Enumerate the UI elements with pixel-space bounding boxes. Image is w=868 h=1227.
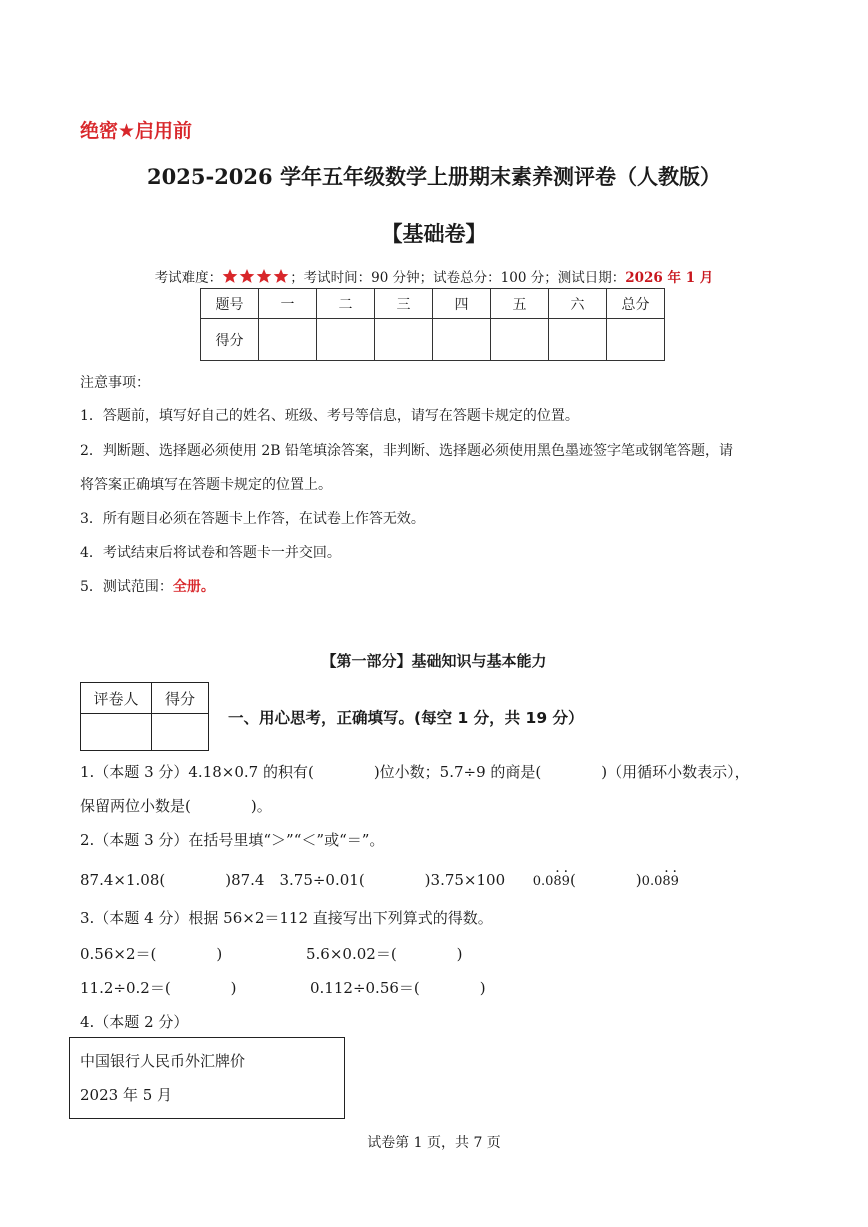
star-icon	[222, 268, 238, 284]
repeating-decimal-a: 0.08 ·9 ·	[533, 874, 570, 889]
note-item: 1．答题前，填写好自己的姓名、班级、考号等信息，请写在答题卡规定的位置。	[80, 408, 579, 424]
score-cell[interactable]	[549, 319, 607, 361]
question-3-title: 3.（本题 4 分）根据 56×2＝112 直接写出下列算式的得数。	[80, 909, 493, 927]
question-2-title: 2.（本题 3 分）在括号里填“＞”“＜”或“＝”。	[80, 831, 385, 849]
exchange-rate-title: 中国银行人民币外汇牌价	[80, 1052, 246, 1070]
grader-label: 评卷人	[81, 683, 152, 714]
repeating-decimal-b: 0.08 ·9 ·	[642, 874, 679, 889]
comparison-blank: ( )	[569, 871, 642, 889]
score-header-cell: 二	[317, 289, 375, 319]
question-3-a: 0.56×2＝( )	[80, 945, 223, 963]
page-footer: 试卷第 1 页，共 7 页	[367, 1135, 501, 1151]
comparison-items: 87.4×1.08( )87.4 3.75÷0.01( )3.75×100	[80, 871, 506, 889]
score-header-cell: 四	[433, 289, 491, 319]
score-header-cell: 一	[259, 289, 317, 319]
question-3-c: 11.2÷0.2＝( )	[80, 979, 237, 997]
score-cell[interactable]	[259, 319, 317, 361]
score-table	[200, 288, 665, 361]
question-1-line-1: 1.（本题 3 分）4.18×0.7 的积有( )位小数；5.7÷9 的商是( )（用循环小数表示），	[80, 763, 750, 781]
note-item: 2．判断题、选择题必须使用 2B 铅笔填涂答案，非判断、选择题必须使用黑色墨迹签字笔或钢笔答题，请	[80, 443, 734, 459]
score-header-cell: 题号	[201, 289, 259, 319]
score-cell[interactable]	[491, 319, 549, 361]
note-item: 将答案正确填写在答题卡规定的位置上。	[80, 477, 332, 493]
grader-name-cell[interactable]	[81, 714, 152, 751]
section-title: 一、用心思考，正确填写。(每空 1 分，共 19 分）	[228, 709, 584, 727]
question-1-line-2: 保留两位小数是( )。	[80, 797, 272, 815]
score-cell[interactable]	[375, 319, 433, 361]
exam-meta: ；考试时间：90 分钟；试卷总分：100 分；测试日期：	[290, 270, 626, 286]
question-4-title: 4.（本题 2 分）	[80, 1013, 189, 1031]
difficulty-stars	[222, 268, 290, 288]
star-icon	[273, 268, 289, 284]
exam-info-line	[0, 266, 868, 288]
note-item: 4．考试结束后将试卷和答题卡一并交回。	[80, 545, 341, 561]
question-3-d: 0.112÷0.56＝( )	[310, 979, 486, 997]
score-cell[interactable]	[607, 319, 665, 361]
confidential-label: 绝密★启用前	[80, 120, 193, 142]
grader-table	[80, 682, 209, 751]
score-cell[interactable]	[433, 319, 491, 361]
note-item-scope	[80, 576, 215, 596]
part-title: 【第一部分】基础知识与基本能力	[321, 652, 547, 670]
score-header-cell: 五	[491, 289, 549, 319]
score-row-label: 得分	[201, 319, 259, 361]
score-cell[interactable]	[317, 319, 375, 361]
star-icon	[256, 268, 272, 284]
star-icon	[239, 268, 255, 284]
note-item: 3．所有题目必须在答题卡上作答，在试卷上作答无效。	[80, 511, 425, 527]
grader-score-cell[interactable]	[152, 714, 209, 751]
grader-score-label: 得分	[152, 683, 209, 714]
exam-subtitle: 【基础卷】	[381, 222, 487, 246]
notes-heading: 注意事项：	[80, 375, 150, 391]
exam-date: 2026 年 1 月	[625, 270, 714, 286]
score-header-cell: 总分	[607, 289, 665, 319]
question-3-b: 5.6×0.02＝( )	[306, 945, 463, 963]
exam-title: 2025-2026 学年五年级数学上册期末素养测评卷（人教版）	[147, 164, 721, 189]
score-header-cell: 六	[549, 289, 607, 319]
score-header-cell: 三	[375, 289, 433, 319]
scope-label: 5．测试范围：	[80, 579, 173, 595]
difficulty-label: 考试难度：	[154, 270, 223, 286]
scope-value: 全册。	[172, 579, 215, 595]
question-2-items	[80, 869, 679, 890]
exchange-rate-date: 2023 年 5 月	[80, 1086, 173, 1104]
